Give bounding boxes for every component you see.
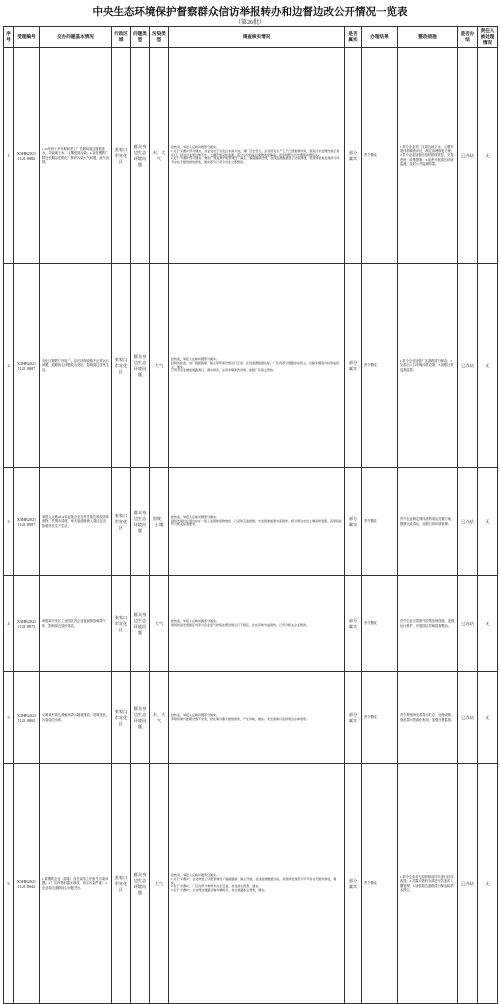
- punishment-cell: 无: [478, 48, 498, 264]
- investigation-cell: [169, 48, 345, 264]
- investigation-paragraph: 1.关于“问题1”部分属实，该企业位于宣化区东南方向，建厂历史悠久。企业原有生产工艺已经更新改造，现有污水处理设施正常运行。经对企业周边地下水、土壤开展采样监测，部分点位特征污染物浓度偏高，初步判断与历史遗留问题有关。: [171, 148, 340, 157]
- investigation-paragraph: 2.关于“问题2”部分属实。焦化厂现有焦炉配套建设了除尘、脱硫脱硝设施，在线监测数据显示达标排放，但现场检查发现部分环节存在无组织排放现象，属实部分已责令企业立即整改。: [171, 156, 340, 165]
- closed-cell: 已办结: [458, 468, 478, 576]
- header-cell: 是否属实: [345, 27, 362, 48]
- investigation-cell: [169, 576, 345, 672]
- measures-cell: 1.责令企业加强厂区道路清扫保洁；2.完善出入口车辆冲洗设施；3.加强日常巡查监管。: [398, 264, 458, 468]
- case-code: X3HB20211121 0082: [14, 48, 40, 264]
- closed-cell: 已办结: [458, 764, 478, 1004]
- investigation-cell: [169, 672, 345, 764]
- region-cell: 张家口市宣化区: [112, 672, 131, 764]
- pollution-type-cell: 水、大气: [150, 672, 169, 764]
- header-cell: 污染类型: [150, 27, 169, 48]
- result-cell: 责令整改: [362, 576, 398, 672]
- row-number: 4: [4, 576, 14, 672]
- measures-cell: 1.责令企业对厂区周边地下水、土壤开展详细调查评估，制定治理修复方案；2.责令企业加强无组织排放管控，完善密闭、收集措施；3.加密开展周边环境监测，及时公开监测结果。: [398, 48, 458, 264]
- row-number: 1: [4, 48, 14, 264]
- header-cell: 整改措施: [398, 27, 458, 48]
- punishment-cell: 无: [478, 672, 498, 764]
- header-cell: 交办问题基本情况: [40, 27, 112, 48]
- issue-type-cell: 群众身边生态环境问题: [131, 764, 150, 1004]
- pollution-type-cell: 大气: [150, 264, 169, 468]
- case-code: X3HB20211121 0073: [14, 576, 40, 672]
- investigation-paragraph: 现场发现村庄周边存在一般工业固体废物堆存，已采取苫盖措施，未发现渗滤液外流现象。经对周边农田土壤采样监测，各项指标符合相关标准要求。: [171, 518, 343, 527]
- investigation-paragraph: 3.关于“问题3”，企业周边道路运输车辆较多，存在道路积尘现象，属实。: [171, 888, 268, 893]
- table-row: [4, 264, 498, 468]
- issue-type-cell: 群众身边生态环境问题: [131, 48, 150, 264]
- issue-type-cell: 群众身边生态环境问题: [131, 672, 150, 764]
- truth-cell: 部分属实: [345, 468, 362, 576]
- punishment-cell: 无: [478, 576, 498, 672]
- table-row: [4, 672, 498, 764]
- closed-cell: 已办结: [458, 672, 478, 764]
- punishment-cell: 无: [478, 764, 498, 1004]
- region-cell: 张家口市宣化区: [112, 468, 131, 576]
- investigation-cell: [169, 468, 345, 576]
- measures-cell: 责令企业制定固体废物清运处置方案，限期完成清运，加强日常环境管理。: [398, 468, 458, 576]
- pollution-type-cell: 水、大气: [150, 48, 169, 264]
- case-summary: 举报人反映2014年起某企业在村庄周边堆放固体废物，长期未清理，雨天渗滤液流入周边农田，影响村民生产生活。: [40, 468, 112, 576]
- region-cell: 张家口市宣化区: [112, 764, 131, 1004]
- row-number: 3: [4, 468, 14, 576]
- truth-cell: 部分属实: [345, 672, 362, 764]
- header-cell: 调查核实情况: [169, 27, 345, 48]
- punishment-cell: 无: [478, 264, 498, 468]
- pollution-type-cell: 大气: [150, 764, 169, 1004]
- investigation-paragraph: 经核查，举报人反映问题部分属实。: [171, 514, 220, 519]
- result-cell: 责令整改: [362, 48, 398, 264]
- document-title: 中央生态环境保护督察群众信访举报转办和边督边改公开情况一览表: [92, 6, 408, 18]
- closed-cell: 已办结: [458, 264, 478, 468]
- row-number: 5: [4, 672, 14, 764]
- pollution-type-cell: 大气: [150, 576, 169, 672]
- table-row: [4, 48, 498, 264]
- document-subtitle: （第26批）: [234, 20, 265, 26]
- region-cell: 张家口市宣化区: [112, 264, 131, 468]
- investigation-paragraph: 经核查，举报人反映问题部分属实。: [171, 356, 220, 361]
- row-number: 2: [4, 264, 14, 468]
- closed-cell: 已办结: [458, 576, 478, 672]
- investigation-paragraph: 已责令企业增加道路清扫、洒水频次，完善车辆冲洗设施，加强厂区扬尘管控。: [171, 368, 277, 373]
- case-code: X3HB20211121 0097: [14, 468, 40, 576]
- region-cell: 张家口市宣化区: [112, 576, 131, 672]
- region-cell: 张家口市宣化区: [112, 48, 131, 264]
- measures-cell: 责令企业完善废气收集处理设施，加强运行维护，开展园区异味排查整治。: [398, 576, 458, 672]
- case-summary: 1.20年到十多年期间老工厂长期向周边排放废水，导致地下水、土壤受到污染；2.宣化钢铁厂附近长期存在焦化厂焦炉污染大气问题，废气直排。: [40, 48, 112, 264]
- header-cell: 是否办结: [458, 27, 478, 48]
- result-cell: 责令整改: [362, 672, 398, 764]
- investigation-paragraph: 经核查，举报人反映问题部分属实。: [171, 712, 220, 717]
- header-cell: 受理编号: [14, 27, 40, 48]
- case-code: X3HB20211121 0065: [14, 672, 40, 764]
- measures-cell: 1.责令企业对无组织排放环节进行封闭改造；2.对露天物料全部进行苫盖或入棚管理；3.加强周边道路清扫保洁和洒水抑尘。: [398, 764, 458, 1004]
- truth-cell: 部分属实: [345, 48, 362, 264]
- header-cell: 序号: [4, 27, 14, 48]
- punishment-cell: 无: [478, 468, 498, 576]
- result-cell: 责令整改: [362, 468, 398, 576]
- header-cell: 行政区域: [112, 27, 131, 48]
- table-row: [4, 468, 498, 576]
- investigation-paragraph: 2.关于“问题2”，厂区内部分物料未完全苫盖，存在扬尘隐患，属实。: [171, 884, 262, 889]
- result-cell: 责令整改: [362, 264, 398, 468]
- investigation-cell: [169, 264, 345, 468]
- header-cell: 责任人被处理情况: [478, 27, 498, 48]
- investigation-paragraph: 养殖场粪污处理设施不完善，存在粪污露天堆放现象，产生异味，属实。未发现粪污直排周边水体现象。: [171, 716, 310, 721]
- table-header-row: [4, 27, 498, 48]
- row-number: 6: [4, 764, 14, 1004]
- table-row: [4, 764, 498, 1004]
- case-summary: 举报某开发区工业园区内企业夜间排放刺鼻气体，影响周边居民休息。: [40, 576, 112, 672]
- truth-cell: 部分属实: [345, 764, 362, 1004]
- issue-type-cell: 群众身边生态环境问题: [131, 576, 150, 672]
- investigation-cell: [169, 764, 345, 1004]
- petition-table: [3, 26, 498, 1004]
- measures-cell: 责令养殖场完善粪污贮存、处理设施，规范粪污资源化利用，加强日常监管。: [398, 672, 458, 764]
- investigation-paragraph: 1.关于“问题1”，企业烧结工序配套建设了脱硫脱硝、除尘设施，在线监测数据达标，但现场发现部分环节存在无组织排放，属实。: [171, 876, 337, 885]
- issue-type-cell: 群众身边生态环境问题: [131, 264, 150, 468]
- investigation-paragraph: 经现场检查，电厂脱硫脱硝、除尘等环保设施运行正常，在线监测数据达标。厂区内部分道路存在积尘，运输车辆进出时造成扬尘，属实。: [171, 360, 340, 369]
- investigation-paragraph: 经核查，举报人反映问题部分属实。: [171, 618, 220, 623]
- table-row: [4, 576, 498, 672]
- case-summary: 宣化区钢铁厂内电厂，存在环保设施不正常运行问题，道路扬尘问题较为突出，影响周边居民生活。: [40, 264, 112, 468]
- header-cell: 问题类型: [131, 27, 150, 48]
- truth-cell: 部分属实: [345, 264, 362, 468]
- result-cell: 责令整改: [362, 764, 398, 1004]
- case-code: X3HB20211121 0042: [14, 764, 40, 1004]
- investigation-paragraph: 现场检查发现园区内部分企业废气收集处理设施运行不稳定，存在异味外溢现象，已责令相关企业整改。: [171, 622, 310, 627]
- case-summary: 1.某钢铁企业（原址）存在烧结工序废气污染问题；2.厂区内物料露天堆放，扬尘污染严重；3.企业周边道路扬尘问题突出。: [40, 764, 112, 1004]
- closed-cell: 已办结: [458, 48, 478, 264]
- investigation-paragraph: 经核查，举报人反映问题部分属实。: [171, 144, 220, 149]
- header-cell: 办理结果: [362, 27, 398, 48]
- case-summary: 反映某村周边养殖场粪污随意排放，臭味扰民，污染周边水体。: [40, 672, 112, 764]
- investigation-paragraph: 经核查，举报人反映问题部分属实。: [171, 872, 220, 877]
- case-code: X3HB20211121 0087: [14, 264, 40, 468]
- pollution-type-cell: 固废、土壤: [150, 468, 169, 576]
- truth-cell: 部分属实: [345, 576, 362, 672]
- issue-type-cell: 群众身边生态环境问题: [131, 468, 150, 576]
